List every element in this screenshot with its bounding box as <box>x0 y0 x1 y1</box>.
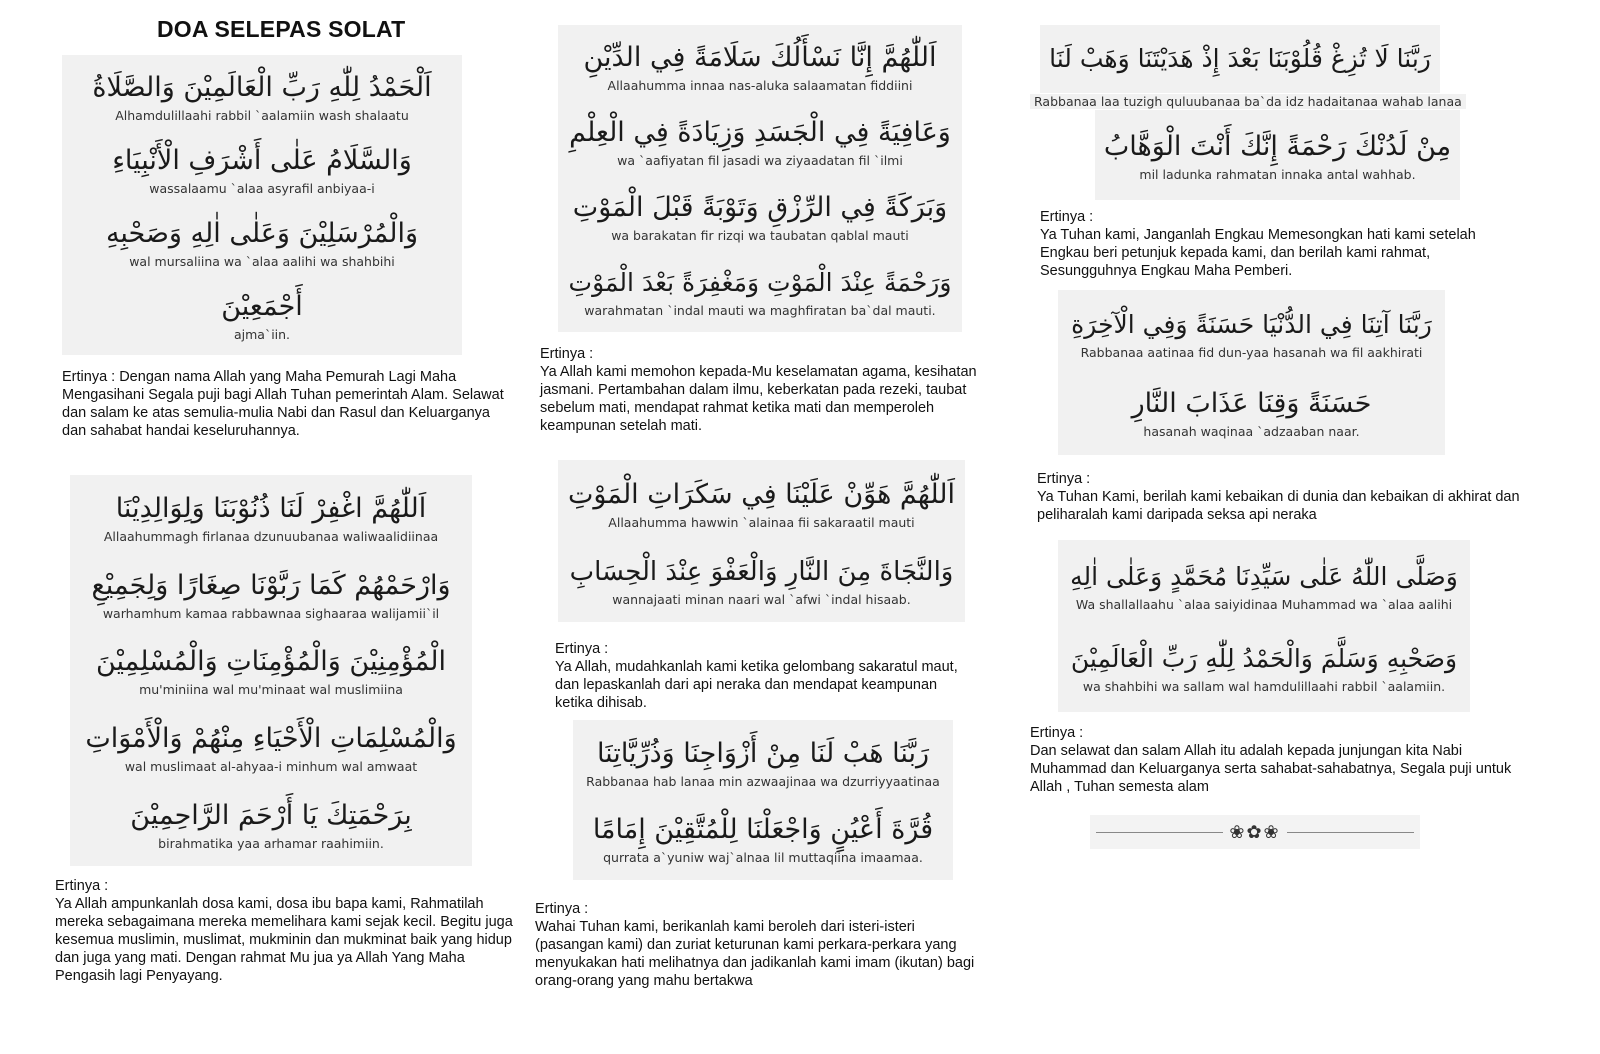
transliteration: mil ladunka rahmatan innaka antal wahhab. <box>1139 167 1416 182</box>
prayer-line <box>569 113 951 169</box>
meaning-label: Ertinya : <box>535 901 589 917</box>
transliteration: warahmatan `indal mauti wa maghfiratan ba`dal mauti. <box>584 302 936 318</box>
prayer-line <box>112 141 412 197</box>
prayer-panel <box>558 460 965 622</box>
transliteration: wa barakatan fir rizqi wa taubatan qablal mauti <box>611 227 909 243</box>
prayer-line <box>593 810 933 866</box>
arabic-text: وَعَافِيَةً فِي الْجَسَدِ وَزِيَادَةً فِي الْعِلْمِ <box>569 117 951 149</box>
prayer-line <box>92 68 431 124</box>
flower-ornament-icon: ❀✿❀ <box>1229 821 1281 842</box>
prayer-line <box>221 287 303 343</box>
meaning-label: Ertinya : <box>1030 725 1084 741</box>
meaning-label: Ertinya : <box>1037 471 1091 487</box>
prayer-line <box>573 188 947 244</box>
arabic-text: وَالسَّلَامُ عَلٰى أَشْرَفِ الْأَنْبِيَاءِ <box>112 144 412 176</box>
arabic-text: اَلْحَمْدُ لِلّٰهِ رَبِّ الْعَالَمِيْنَ وَالصَّلَاةُ <box>92 71 432 103</box>
meaning-label: Ertinya : <box>55 878 109 894</box>
meaning-text <box>1037 470 1537 524</box>
divider-rule <box>1096 832 1223 833</box>
transliteration: Allaahumma hawwin `alainaa fii sakaraatil mauti <box>608 514 915 530</box>
arabic-text: وَبَرَكَةً فِي الرِّزْقِ وَتَوْبَةً قَبْلَ الْمَوْتِ <box>572 191 948 223</box>
transliteration: Allaahumma innaa nas-aluka salaamatan fiddiini <box>607 78 913 94</box>
meaning-text <box>535 900 980 990</box>
meaning-label: Ertinya : <box>1040 209 1094 225</box>
prayer-line <box>1071 639 1457 695</box>
arabic-text: حَسَنَةً وَقِنَا عَذَابَ النَّارِ <box>1131 387 1372 419</box>
transliteration: Rabbanaa laa tuzigh quluubanaa ba`da idz hadaitanaa wahab lanaa <box>1030 94 1466 109</box>
prayer-panel <box>62 55 462 355</box>
transliteration: qurrata a`yuniw waj`alnaa lil muttaqiina imaamaa. <box>603 850 923 865</box>
meaning-text <box>540 345 1010 435</box>
prayer-panel <box>573 720 953 880</box>
prayer-panel <box>1040 25 1440 93</box>
meaning-body: Ya Allah kami memohon kepada-Mu keselamatan agama, kesihatan jasmani. Pertambahan dalam ilmu, keberkatan pada rezeki, taubat sebelum mati, mendapat rahmat ketika mati dan memperoleh keampunan setelah mati. <box>540 364 977 434</box>
transliteration: warhamhum kamaa rabbawnaa sighaaraa walijamii`il <box>102 605 440 621</box>
meaning-body: Ertinya : Dengan nama Allah yang Maha Pemurah Lagi Maha Mengasihani Segala puji bagi Allah Tuhan pemerintah Alam. Selawat dan salam ke atas semulia-mulia Nabi dan Rasul dan Keluarganya dan sahabat handai keseluruhannya. <box>62 369 504 439</box>
transliteration: wassalaamu `alaa asyrafil anbiyaa-i <box>149 180 375 196</box>
transliteration: wal mursaliina wa `alaa aalihi wa shahbihi <box>129 253 395 269</box>
prayer-line <box>569 263 952 319</box>
arabic-text: رَبَّنَا آتِنَا فِي الدُّنْيَا حَسَنَةً وَفِي الْآخِرَةِ <box>1071 310 1432 340</box>
meaning-body: Wahai Tuhan kami, berikanlah kami beroleh dari isteri-isteri (pasangan kami) dan zuriat keturunan kami perkara-perkara yang menyukakan hati melihatnya dan jadikanlah kami imam (ikutan) bagi orang-orang yang mahu bertakwa <box>535 919 975 989</box>
page-title: DOA SELEPAS SOLAT <box>157 16 406 42</box>
arabic-text: وَصَلَّى اللّٰهُ عَلٰى سَيِّدِنَا مُحَمَّدٍ وَعَلٰى اٰلِهِ <box>1070 562 1458 591</box>
transliteration: ajma`iin. <box>233 326 291 342</box>
transliteration: wannajaati minan naari wal `afwi `indal hisaab. <box>612 591 911 607</box>
prayer-line <box>106 214 418 270</box>
prayer-line <box>570 552 954 608</box>
transliteration: birahmatika yaa arhamar raahimiin. <box>158 835 384 851</box>
arabic-text: مِنْ لَدُنْكَ رَحْمَةً إِنَّكَ أَنْتَ الْوَهَّابُ <box>1103 131 1452 162</box>
arabic-text: وَالْمُرْسَلِيْنَ وَعَلٰى اٰلِهِ وَصَحْبِهِ <box>105 217 419 249</box>
prayer-line <box>96 642 446 698</box>
transliteration: wal muslimaat al-ahyaa-i minhum wal amwaat <box>124 759 418 775</box>
arabic-text: الْمُؤْمِنِيْنَ وَالْمُؤْمِنَاتِ وَالْمُسْلِمِيْنَ <box>95 646 447 678</box>
transliteration: Alhamdulillaahi rabbil `aalamiin wash shalaatu <box>115 107 409 123</box>
meaning-text <box>555 640 975 712</box>
prayer-line <box>104 489 438 545</box>
arabic-text: وَصَحْبِهِ وَسَلَّمَ وَالْحَمْدُ لِلّٰهِ رَبِّ الْعَالَمِيْنَ <box>1070 644 1458 673</box>
meaning-body: Ya Tuhan Kami, berilah kami kebaikan di dunia dan kebaikan di akhirat dan peliharalah kami daripada seksa api neraka <box>1037 489 1520 523</box>
arabic-text: أَجْمَعِيْنَ <box>221 290 303 322</box>
prayer-line <box>85 719 456 775</box>
transliteration: wa `aafiyatan fil jasadi wa ziyaadatan fil `ilmi <box>617 153 903 169</box>
transliteration: wa shahbihi wa sallam wal hamdulillaahi rabbil `aalamiin. <box>1082 679 1446 694</box>
meaning-body: Ya Tuhan kami, Janganlah Engkau Memesongkan hati kami setelah Engkau beri petunjuk kepada kami, dan berilah kami rahmat, Sesungguhnya Engkau Maha Pemberi. <box>1040 227 1476 279</box>
meaning-text <box>55 877 515 985</box>
meaning-label: Ertinya : <box>555 641 609 657</box>
arabic-text: بِرَحْمَتِكَ يَا أَرْحَمَ الرَّاحِمِيْنَ <box>130 799 412 831</box>
arabic-text: رَبَّنَا هَبْ لَنَا مِنْ أَزْوَاجِنَا وَذُرِّيَّاتِنَا <box>596 738 930 769</box>
arabic-text: قُرَّةَ أَعْيُنٍ وَاجْعَلْنَا لِلْمُتَّقِيْنَ إِمَامًا <box>592 814 934 845</box>
meaning-text <box>1030 724 1540 796</box>
prayer-panel <box>1095 110 1460 200</box>
ornament-divider <box>1090 815 1420 849</box>
transliteration: hasanah waqinaa `adzaaban naar. <box>1143 423 1360 439</box>
transliteration: Allaahummagh firlanaa dzunuubanaa waliwaalidiinaa <box>103 529 439 545</box>
prayer-panel <box>1058 290 1445 455</box>
meaning-label: Ertinya : <box>540 346 594 362</box>
meaning-text <box>1040 208 1510 280</box>
prayer-line <box>1104 127 1451 183</box>
transliteration: Rabbanaa hab lanaa min azwaajinaa wa dzurriyyaatinaa <box>586 774 940 789</box>
arabic-text: وَارْحَمْهُمْ كَمَا رَبَّوْنَا صِغَارًا وَلِجَمِيْعِ <box>91 569 451 601</box>
transliteration: mu'miniina wal mu'minaat wal muslimiina <box>139 682 403 698</box>
prayer-line <box>1071 305 1432 361</box>
prayer-panel <box>558 25 962 332</box>
prayer-line <box>586 734 940 790</box>
arabic-text: اَللّٰهُمَّ اغْفِرْ لَنَا ذُنُوْبَنَا وَلِوَالِدِيْنَا <box>115 493 427 525</box>
arabic-text: اَللّٰهُمَّ هَوِّنْ عَلَيْنَا فِي سَكَرَاتِ الْمَوْتِ <box>567 478 956 510</box>
prayer-line <box>1132 384 1372 440</box>
prayer-line <box>91 566 450 622</box>
prayer-line <box>1070 557 1458 613</box>
arabic-text: وَالنَّجَاةَ مِنَ النَّارِ وَالْعَفْوَ عِنْدَ الْحِسَابِ <box>569 556 954 587</box>
arabic-text: رَبَّنَا لَا تُزِغْ قُلُوْبَنَا بَعْدَ إِذْ هَدَيْتَنَا وَهَبْ لَنَا <box>1049 44 1431 73</box>
prayer-line <box>583 38 936 94</box>
meaning-body: Ya Allah, mudahkanlah kami ketika gelombang sakaratul maut, dan lepaskanlah dari api neraka dan mendapat keampunan ketika dihisab. <box>555 659 958 711</box>
prayer-line <box>130 796 411 852</box>
prayer-panel <box>1058 540 1470 712</box>
arabic-text: وَالْمُسْلِمَاتِ الْأَحْيَاءِ مِنْهُمْ وَالْأَمْوَاتِ <box>85 723 457 755</box>
arabic-text: وَرَحْمَةً عِنْدَ الْمَوْتِ وَمَغْفِرَةً بَعْدَ الْمَوْتِ <box>568 267 952 297</box>
transliteration: Rabbanaa aatinaa fid dun-yaa hasanah wa fil aakhirati <box>1080 345 1423 361</box>
meaning-body: Ya Allah ampunkanlah dosa kami, dosa ibu bapa kami, Rahmatilah mereka sebagaimana mereka memelihara kami sejak kecil. Begitu juga kesemua muslimin, muslimat, mukminin dan mukminat baik yang hidup dan juga yang mati. Dengan rahmat Mu jua ya Allah Yang Maha Pengasih lagi Penyayang. <box>55 896 513 984</box>
meaning-text <box>62 368 512 440</box>
meaning-body: Dan selawat dan salam Allah itu adalah kepada junjungan kita Nabi Muhammad dan Keluarganya serta sahabat-sahabatnya, Segala puji untuk Allah , Tuhan semesta alam <box>1030 743 1512 795</box>
transliteration: Wa shallallaahu `alaa saiyidinaa Muhammad wa `alaa aalihi <box>1075 597 1453 612</box>
divider-rule <box>1287 832 1414 833</box>
prayer-panel <box>70 475 472 866</box>
prayer-line <box>1049 39 1431 79</box>
prayer-line <box>568 475 955 531</box>
arabic-text: اَللّٰهُمَّ إِنَّا نَسْأَلُكَ سَلَامَةً فِي الدِّيْنِ <box>583 42 937 74</box>
